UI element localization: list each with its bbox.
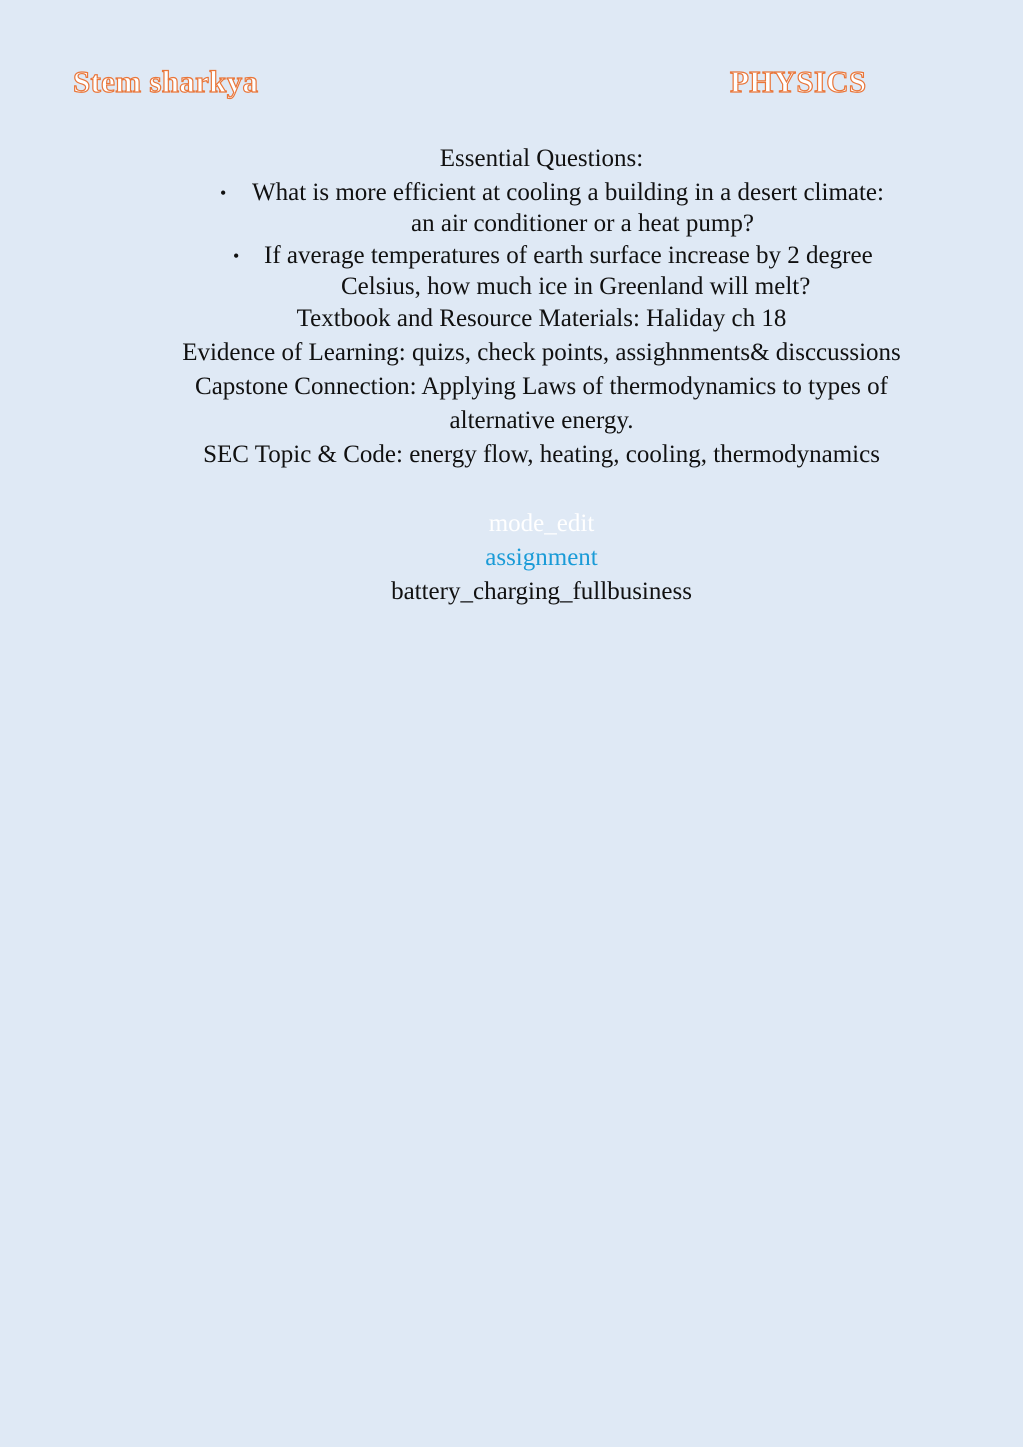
mode-edit-icon[interactable]: mode_edit xyxy=(488,510,595,537)
bullet-icon: • xyxy=(220,183,227,203)
essential-questions-heading: Essential Questions: xyxy=(439,145,644,172)
capstone-line-2: alternative energy. xyxy=(449,407,634,434)
header-left-title: Stem sharkya xyxy=(73,64,259,99)
capstone-line-1: Capstone Connection: Applying Laws of thermodynamics to types of xyxy=(195,373,888,400)
header-right-title: PHYSICS xyxy=(730,64,867,99)
question-2-line-1: If average temperatures of earth surface increase by 2 degree xyxy=(264,242,873,269)
question-2-line-2: Celsius, how much ice in Greenland will melt? xyxy=(341,273,811,300)
assignment-icon[interactable]: assignment xyxy=(485,544,598,571)
evidence-line: Evidence of Learning: quizs, check points, assighnments& disccussions xyxy=(182,339,901,366)
question-1-line-1: What is more efficient at cooling a building in a desert climate: xyxy=(252,179,884,206)
textbook-line: Textbook and Resource Materials: Haliday ch 18 xyxy=(296,305,787,332)
sec-topic-line: SEC Topic & Code: energy flow, heating, cooling, thermodynamics xyxy=(203,441,880,468)
bullet-icon: • xyxy=(233,246,240,266)
question-1-line-2: an air conditioner or a heat pump? xyxy=(411,210,754,237)
battery-business-icon[interactable]: battery_charging_fullbusiness xyxy=(391,578,692,605)
